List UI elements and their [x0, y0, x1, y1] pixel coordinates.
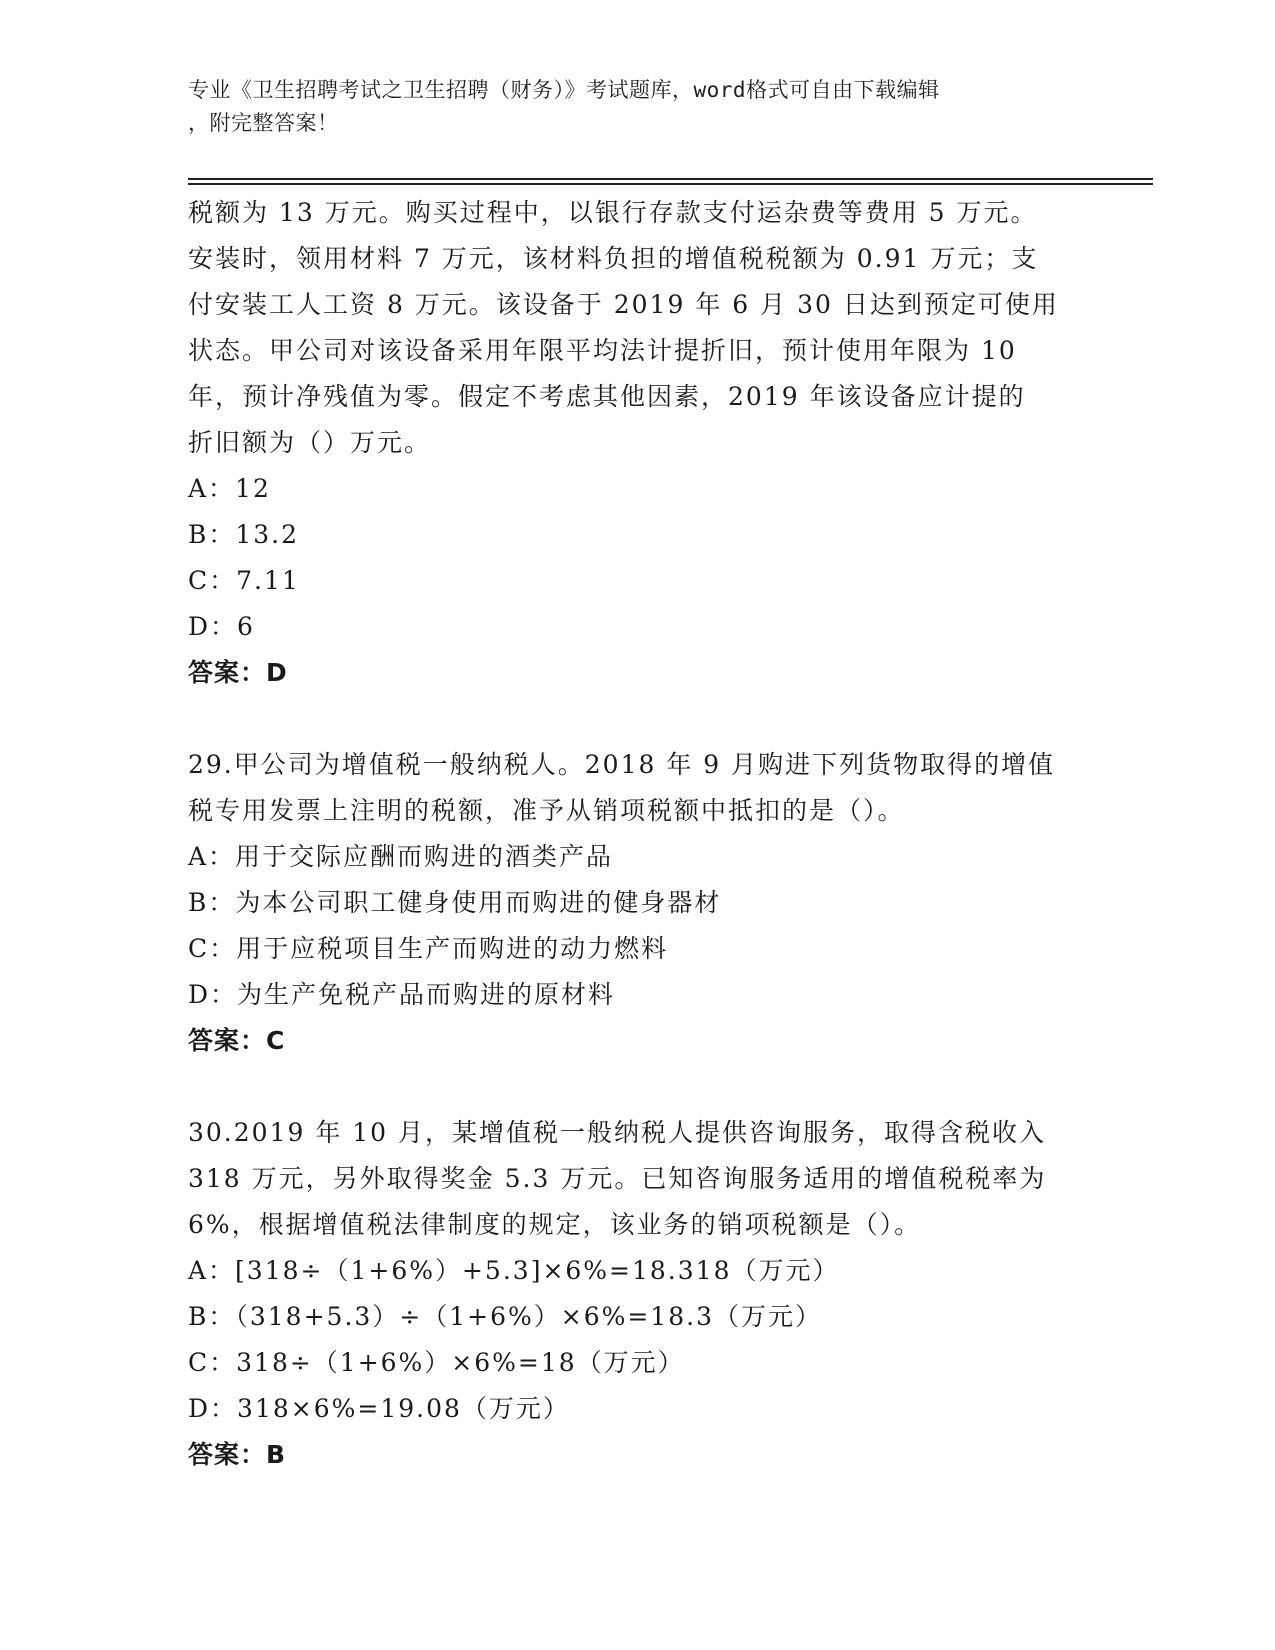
option-b: B：13.2: [188, 520, 300, 549]
answer-label: 答案：C: [188, 1026, 286, 1055]
option-d: D：6: [188, 612, 255, 641]
question-stem-line: 税额为 13 万元。购买过程中，以银行存款支付运杂费等费用 5 万元。: [188, 198, 1038, 227]
header-divider-bottom: [188, 183, 1153, 185]
header-title-line-1: 专业《卫生招聘考试之卫生招聘（财务）》考试题库，word格式可自由下载编辑: [188, 78, 940, 102]
question-28: [188, 190, 1088, 696]
question-stem-line: 318 万元，另外取得奖金 5.3 万元。已知咨询服务适用的增值税税率为: [188, 1164, 1047, 1193]
option-b: B：（318+5.3）÷（1+6%）×6%=18.3（万元）: [188, 1302, 822, 1331]
spacer: [188, 1064, 1088, 1110]
question-stem-line: 状态。甲公司对该设备采用年限平均法计提折旧，预计使用年限为 10: [188, 336, 1017, 365]
spacer: [188, 696, 1088, 742]
question-stem-line: 付安装工人工资 8 万元。该设备于 2019 年 6 月 30 日达到预定可使用: [188, 290, 1059, 319]
option-c: C：318÷（1+6%）×6%=18（万元）: [188, 1348, 685, 1377]
question-30: [188, 1110, 1088, 1478]
option-c: C：7.11: [188, 566, 300, 595]
question-stem-line: 年，预计净残值为零。假定不考虑其他因素，2019 年该设备应计提的: [188, 382, 1026, 411]
option-c: C：用于应税项目生产而购进的动力燃料: [188, 934, 669, 963]
answer-label: 答案：D: [188, 658, 288, 687]
question-stem-line: 安装时，领用材料 7 万元，该材料负担的增值税税额为 0.91 万元；支: [188, 244, 1039, 273]
question-29: [188, 742, 1088, 1064]
questions-content: [188, 190, 1088, 1478]
question-stem-line: 30.2019 年 10 月，某增值税一般纳税人提供咨询服务，取得含税收入: [188, 1118, 1047, 1147]
option-d: D：为生产免税产品而购进的原材料: [188, 980, 616, 1009]
header-title-line-2: ，附完整答案！: [188, 111, 339, 135]
option-a: A：用于交际应酬而购进的酒类产品: [188, 842, 614, 871]
option-a: A：12: [188, 474, 271, 503]
question-stem-line: 税专用发票上注明的税额，准予从销项税额中抵扣的是（）。: [188, 796, 905, 825]
answer-label: 答案：B: [188, 1440, 287, 1469]
document-header: [188, 74, 1068, 140]
question-stem-line: 折旧额为（）万元。: [188, 428, 432, 457]
option-a: A：[318÷（1+6%）+5.3]×6%=18.318（万元）: [188, 1256, 840, 1285]
question-stem-line: 29.甲公司为增值税一般纳税人。2018 年 9 月购进下列货物取得的增值: [188, 750, 1056, 779]
option-d: D：318×6%=19.08（万元）: [188, 1394, 570, 1423]
header-divider-top: [188, 178, 1153, 180]
option-b: B：为本公司职工健身使用而购进的健身器材: [188, 888, 722, 917]
question-stem-line: 6%，根据增值税法律制度的规定，该业务的销项税额是（）。: [188, 1210, 922, 1239]
